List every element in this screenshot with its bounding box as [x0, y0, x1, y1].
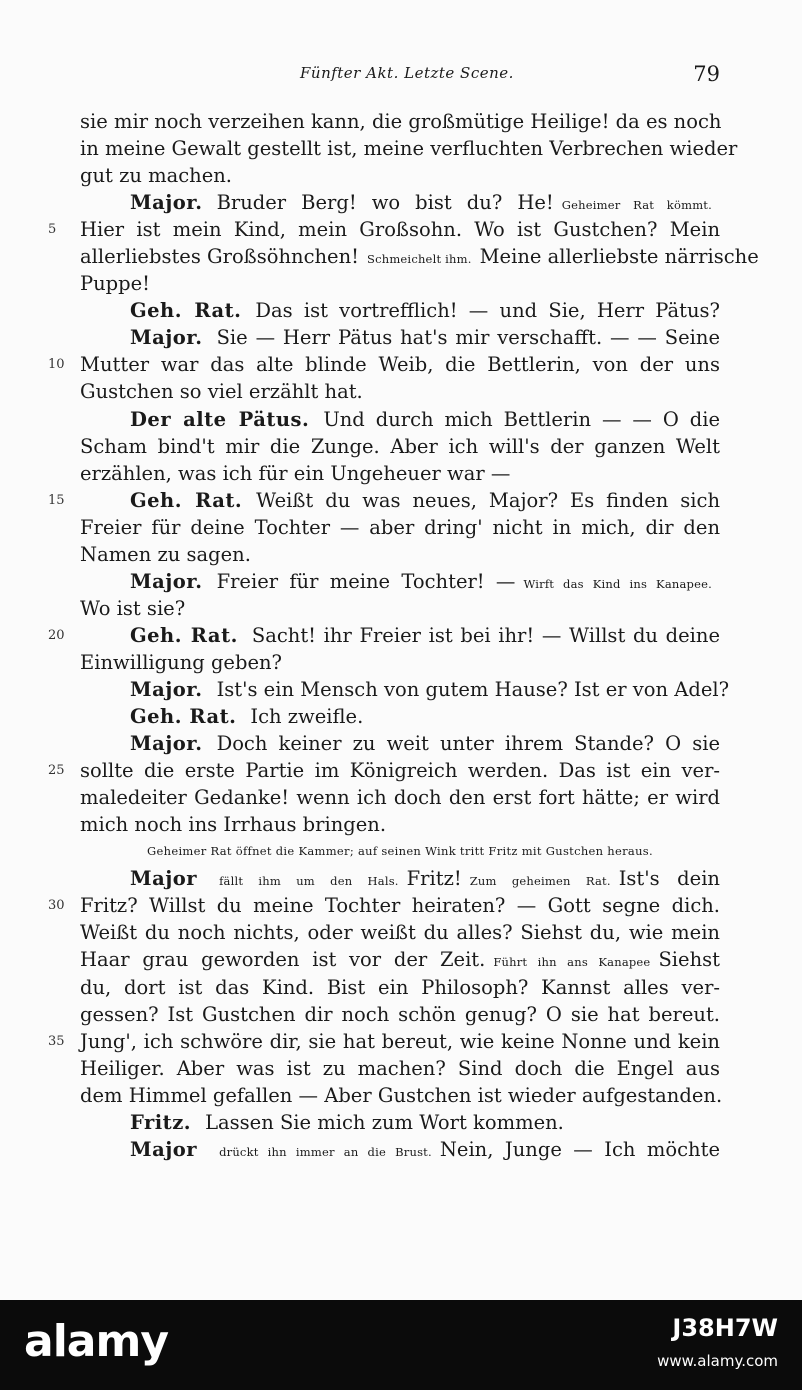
text-line	[48, 757, 720, 784]
line-text: Scham bind't mir die Zunge. Aber ich will's der ganzen Welt	[80, 434, 720, 458]
line-text: Ist's ein Mensch von gutem Hause? Ist er von Adel?	[216, 677, 730, 701]
text-line	[80, 108, 720, 135]
speaker-name: Geh. Rat.	[130, 623, 238, 647]
line-text: Einwilligung geben?	[80, 650, 283, 674]
text-line	[80, 730, 720, 757]
stage-direction: Wirft das Kind ins Kanapee.	[523, 576, 712, 591]
text-line	[80, 784, 720, 811]
line-text: Weißt du noch nichts, oder weißt du alles? Siehst du, wie mein	[80, 921, 720, 945]
text-line	[80, 1136, 720, 1163]
text-line	[80, 865, 720, 892]
line-text: gessen? Ist Gustchen dir noch schön genug? O sie hat bereut.	[80, 1002, 720, 1026]
page-header	[0, 62, 802, 88]
running-title: Fünfter Akt. Letzte Scene.	[300, 64, 514, 82]
speaker-name: Major.	[130, 677, 203, 701]
text-line	[80, 460, 720, 487]
line-text: Fritz!	[406, 867, 462, 891]
text-line	[80, 811, 720, 838]
text-line	[80, 974, 720, 1001]
line-text: Freier für deine Tochter — aber dring' nicht in mich, dir den	[80, 515, 720, 539]
text-line	[80, 703, 720, 730]
line-text: Bruder Berg! wo bist du? He!	[216, 191, 554, 215]
text-line	[80, 189, 720, 216]
line-text: Siehst	[658, 948, 720, 972]
text-line	[80, 1001, 720, 1028]
body-text	[48, 108, 759, 1163]
speaker-name: Der alte Pätus.	[130, 407, 310, 431]
stage-direction: Schmeichelt ihm.	[367, 252, 472, 267]
line-text: maledeiter Gedanke! wenn ich doch den erst fort hätte; er wird	[80, 786, 720, 810]
text-line	[80, 1109, 720, 1136]
speaker-name: Geh. Rat.	[130, 488, 243, 512]
text-line	[80, 595, 720, 622]
text-line	[80, 541, 720, 568]
line-text: Heiliger. Aber was ist zu machen? Sind doch die Engel aus	[80, 1056, 720, 1080]
stage-direction: Geheimer Rat kömmt.	[561, 198, 712, 213]
line-text: Weißt du was neues, Major? Es finden sich	[256, 488, 721, 512]
line-text: Meine allerliebste närrische	[479, 245, 759, 269]
line-text: sollte die erste Partie im Königreich werden. Das ist ein ver-	[80, 759, 720, 783]
line-text: Namen zu sagen.	[80, 542, 251, 566]
speaker-name: Fritz.	[130, 1110, 192, 1134]
text-line	[80, 514, 720, 541]
stage-direction: Geheimer Rat öffnet die Kammer; auf seinen Wink tritt Fritz mit Gustchen heraus.	[147, 844, 653, 859]
line-text: dem Himmel gefallen — Aber Gustchen ist wieder aufgestanden.	[80, 1083, 723, 1107]
alamy-logo: alamy	[24, 1316, 168, 1367]
line-text: Hier ist mein Kind, mein Großsohn. Wo ist Gustchen? Mein	[80, 218, 720, 242]
line-text: du, dort ist das Kind. Bist ein Philosoph? Kannst alles ver-	[80, 975, 720, 999]
line-text: mich noch ins Irrhaus bringen.	[80, 813, 387, 837]
site-url: www.alamy.com	[657, 1352, 778, 1370]
line-text: Sacht! ihr Freier ist bei ihr! — Willst du deine	[251, 623, 720, 647]
text-line	[48, 892, 720, 919]
line-text: gut zu machen.	[80, 164, 233, 188]
line-text: erzählen, was ich für ein Ungeheuer war —	[80, 461, 511, 485]
page-number: 79	[693, 62, 720, 86]
stage-direction: fällt ihm um den Hals.	[219, 874, 399, 889]
text-line	[80, 1082, 723, 1109]
line-text: Gustchen so viel erzählt hat.	[80, 380, 363, 404]
stage-direction: Führt ihn ans Kanapee	[493, 955, 651, 970]
text-line	[80, 324, 720, 351]
stage-direction: drückt ihn immer an die Brust.	[219, 1144, 432, 1159]
line-text: Und durch mich Bettlerin — — O die	[323, 407, 720, 431]
line-text: sie mir noch verzeihen kann, die großmütige Heilige! da es noch	[80, 110, 722, 133]
line-text: in meine Gewalt gestellt ist, meine verfluchten Verbrechen wieder	[80, 137, 738, 161]
speaker-name: Geh. Rat.	[130, 705, 237, 729]
text-line	[80, 919, 720, 946]
line-number: 35	[48, 1033, 65, 1049]
line-text: Das ist vortrefflich! — und Sie, Herr Pätus?	[255, 299, 720, 323]
text-line	[80, 135, 738, 162]
speaker-name: Major.	[130, 569, 203, 593]
line-number: 20	[48, 627, 65, 643]
stage-direction: Zum geheimen Rat.	[469, 874, 611, 889]
line-text: Nein, Junge — Ich möchte	[439, 1137, 720, 1161]
text-line	[48, 1028, 720, 1055]
line-text: Jung', ich schwöre dir, sie hat bereut, wie keine Nonne und kein	[80, 1029, 720, 1053]
speaker-name: Major	[130, 867, 198, 891]
text-line	[80, 378, 720, 405]
text-line	[80, 243, 759, 270]
line-text: Ich zweifle.	[250, 705, 364, 729]
text-line	[80, 297, 720, 324]
speaker-name: Major	[130, 1137, 198, 1161]
text-line	[80, 1055, 720, 1082]
text-line	[80, 270, 720, 297]
text-line	[80, 838, 720, 865]
line-text: Puppe!	[80, 272, 151, 296]
watermark-banner	[0, 1300, 802, 1390]
text-line	[80, 406, 720, 433]
line-number: 5	[48, 222, 57, 238]
line-text: Doch keiner zu weit unter ihrem Stande? O sie	[216, 732, 720, 756]
text-line	[80, 433, 720, 460]
speaker-name: Major.	[130, 326, 203, 350]
line-number: 25	[48, 763, 65, 779]
text-line	[80, 162, 720, 189]
line-number: 30	[48, 898, 65, 914]
line-text: Fritz? Willst du meine Tochter heiraten? — Gott segne dich.	[80, 894, 720, 918]
line-text: Wo ist sie?	[80, 596, 186, 620]
image-id: J38H7W	[672, 1314, 778, 1342]
line-text: allerliebstes Großsöhnchen!	[80, 245, 359, 269]
text-line	[80, 676, 730, 703]
line-text: Freier für meine Tochter! —	[216, 569, 516, 593]
line-number: 15	[48, 492, 65, 508]
text-line	[80, 946, 720, 973]
line-number: 10	[48, 357, 65, 373]
text-line	[48, 622, 720, 649]
line-text: Ist's dein	[618, 867, 720, 891]
line-text: Lassen Sie mich zum Wort kommen.	[205, 1110, 564, 1134]
text-line	[48, 216, 720, 243]
text-line	[48, 487, 721, 514]
text-line	[48, 351, 720, 378]
speaker-name: Major.	[130, 191, 203, 215]
text-line	[80, 568, 720, 595]
speaker-name: Major.	[130, 732, 203, 756]
line-text: Haar grau geworden ist vor der Zeit.	[80, 948, 486, 972]
speaker-name: Geh. Rat.	[130, 299, 242, 323]
line-text: Sie — Herr Pätus hat's mir verschafft. — — Seine	[216, 326, 720, 350]
text-line	[80, 649, 720, 676]
line-text: Mutter war das alte blinde Weib, die Bettlerin, von der uns	[80, 353, 720, 377]
